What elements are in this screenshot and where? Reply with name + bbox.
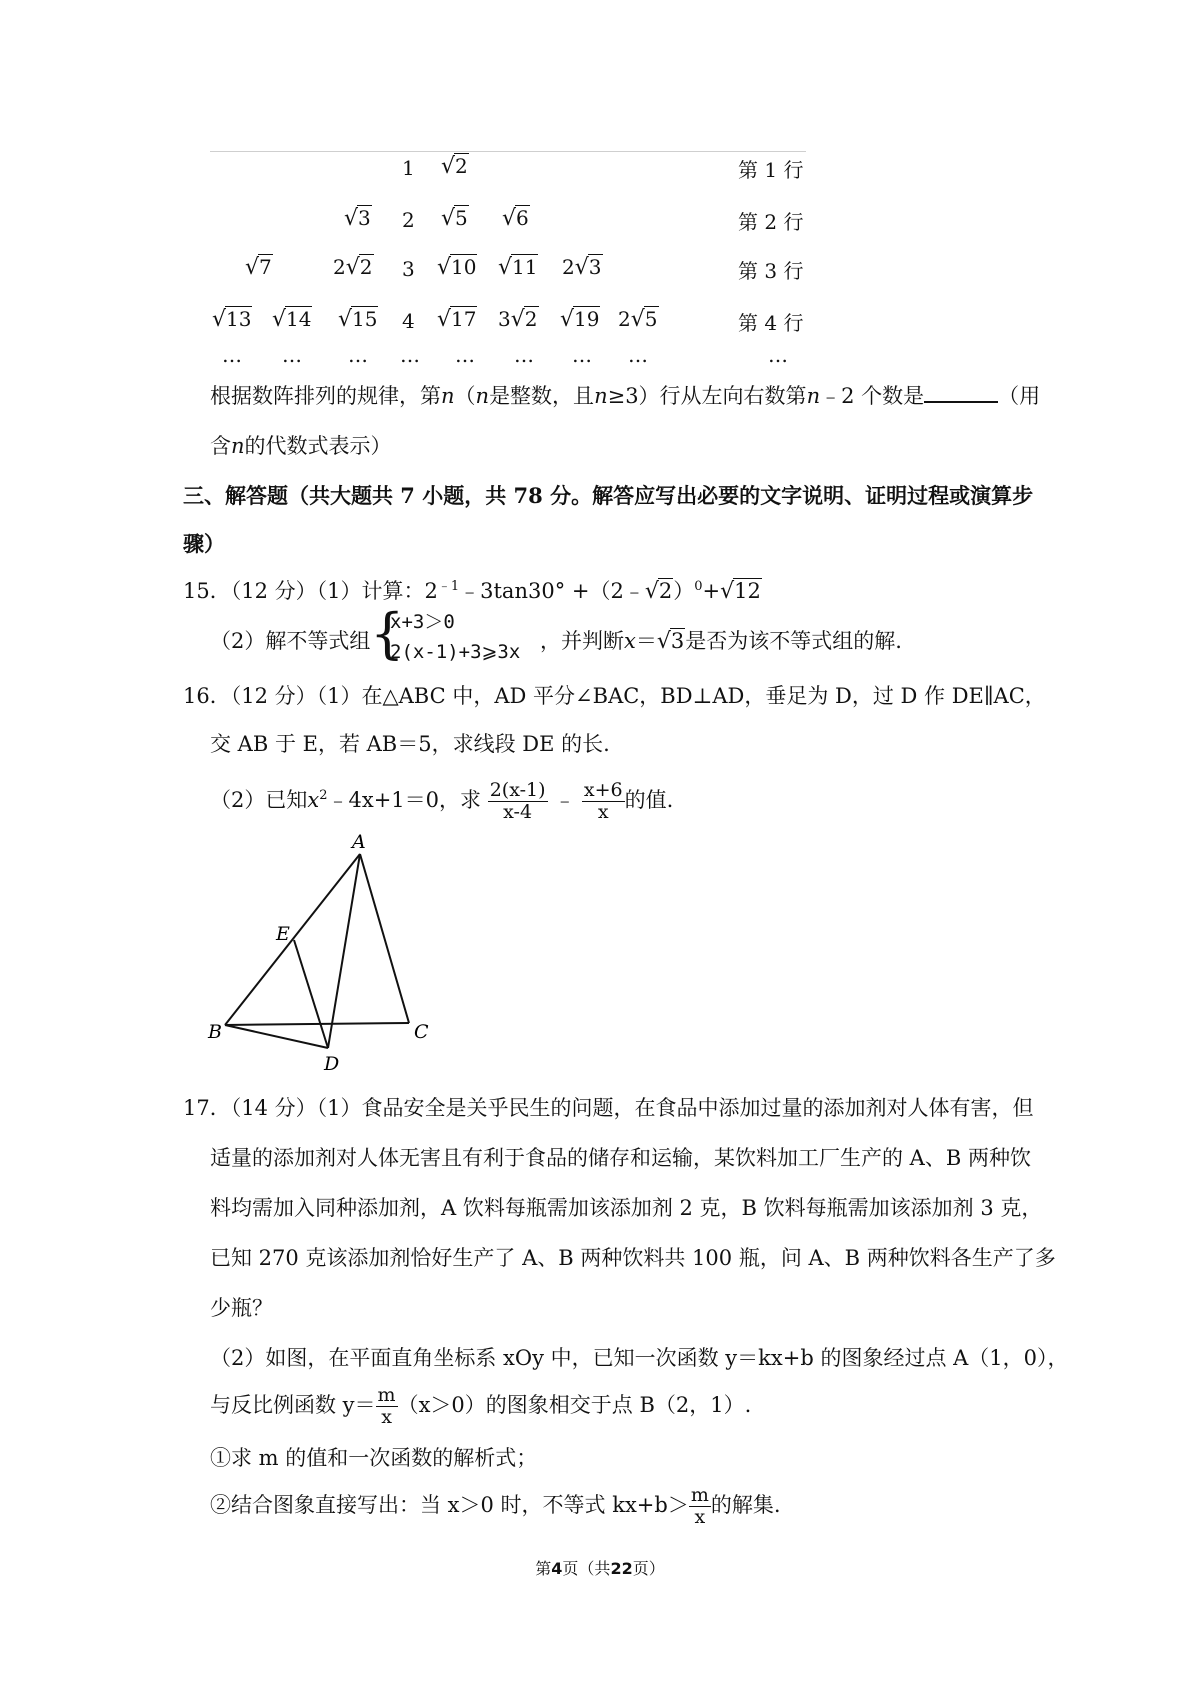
q17-line2: 适量的添加剂对人体无害且有利于食品的储存和运输，某饮料加工厂生产的 A、B 两种饮 [210, 1146, 1031, 1170]
page-number: 4 [551, 1559, 563, 1578]
page-total: 22 [610, 1559, 633, 1578]
section3-heading: 三、解答题（共大题共 7 小题，共 78 分。解答应写出必要的文字说明、证明过程或演算步 [183, 483, 1034, 508]
ellipsis: … [514, 343, 534, 367]
segment-bd [225, 1025, 328, 1048]
array-cell: √5 [441, 206, 468, 231]
inequality-1: x+3＞0 [390, 611, 455, 633]
q17-line3: 料均需加入同种添加剂，A 饮料每瓶需加该添加剂 2 克，B 饮料每瓶需加该添加剂 3 克， [210, 1196, 1043, 1220]
ellipsis: … [348, 343, 368, 367]
section3-heading-cont: 骤） [183, 531, 225, 556]
ellipsis: … [282, 343, 302, 367]
q17-line9: ②结合图象直接写出：当 x＞0 时，不等式 kx+b＞ $\frac{m}{x}$ 的解集. [210, 1484, 781, 1528]
q15-part2-tail: ，并判断x＝√3是否为该不等式组的解. [540, 629, 902, 654]
array-cell: √10 [437, 255, 477, 280]
system-brace: { [370, 602, 405, 665]
array-cell: 3 [402, 257, 415, 281]
label-c: C [414, 1021, 429, 1043]
segment-ac [360, 854, 409, 1023]
array-cell: 4 [402, 309, 415, 333]
answer-blank [924, 383, 998, 403]
ellipsis: … [222, 343, 242, 367]
array-cell: √7 [245, 255, 272, 280]
fraction-m-over-x: $\frac{m}{x}$ [377, 1384, 396, 1428]
array-cell: 2√2 [333, 255, 373, 280]
row-label: 第 3 行 [738, 259, 804, 283]
fraction-m-over-x: $\frac{m}{x}$ [690, 1484, 709, 1528]
ellipsis: … [768, 343, 788, 367]
q17-line8: ①求 m 的值和一次函数的解析式； [210, 1446, 538, 1470]
array-cell: √13 [212, 307, 252, 332]
q17-line4: 已知 270 克该添加剂恰好生产了 A、B 两种饮料共 100 瓶，问 A、B 两种饮料各生产了多 [210, 1246, 1056, 1270]
triangle-figure [200, 830, 440, 1080]
array-cell: √3 [344, 206, 371, 231]
ellipsis: … [400, 343, 420, 367]
q14-line2: 含n的代数式表示） [210, 434, 392, 458]
segment-bc [225, 1023, 409, 1025]
label-d: D [324, 1053, 340, 1075]
label-b: B [208, 1021, 222, 1043]
fraction-1: $\frac{2(x-1)}{x-4}$ [489, 779, 546, 823]
segment-ab [225, 854, 360, 1025]
label-a: A [352, 831, 366, 853]
array-cell: 3√2 [498, 307, 538, 332]
array-cell: √15 [338, 307, 378, 332]
inequality-2: 2(x-1)+3⩾3x [390, 641, 521, 663]
row-label: 第 2 行 [738, 210, 804, 234]
array-cell: 2√3 [562, 255, 602, 280]
q17-line5: 少瓶？ [210, 1296, 273, 1320]
segment-ed [294, 940, 328, 1048]
array-cell: √6 [502, 206, 529, 231]
array-cell: 1 [402, 156, 415, 180]
top-rule [210, 151, 806, 152]
segment-ad [328, 854, 360, 1048]
array-cell: 2 [402, 208, 415, 232]
row-label: 第 1 行 [738, 158, 804, 182]
q17-line6: （2）如图，在平面直角坐标系 xOy 中，已知一次函数 y＝kx+b 的图象经过点 A（1，0）， [210, 1346, 1069, 1370]
row-label: 第 4 行 [738, 311, 804, 335]
array-cell: √11 [498, 255, 538, 280]
q15-part1: 15．（12 分）（1）计算：$2^{﹣1}﹣3\tan 30^\circ$ +（2﹣√2）$^0$+√12 [183, 579, 761, 604]
q17-line7: 与反比例函数 y＝ $\frac{m}{x}$ （x＞0）的图象相交于点 B（2，1）. [210, 1384, 752, 1428]
array-cell: √19 [560, 307, 600, 332]
ellipsis: … [628, 343, 648, 367]
page-footer: 第4页（共22页） [535, 1559, 665, 1578]
label-e: E [276, 923, 290, 945]
q15-part2-head: （2）解不等式组 [210, 629, 371, 653]
array-cell: √2 [441, 154, 468, 179]
q14-line1: 根据数阵排列的规律，第n（n是整数，且n≥3）行从左向右数第n﹣2 个数是 （用 [210, 384, 1041, 408]
q16-part2: （2）已知$x^2﹣4x+1=0$，求 $\frac{2(x-1)}{x-4}$ ﹣ $\frac{x+6}{x}$ 的值. [210, 779, 674, 823]
array-cell: √17 [437, 307, 477, 332]
fraction-2: $\frac{x+6}{x}$ [583, 779, 623, 823]
ellipsis: … [455, 343, 475, 367]
array-cell: √14 [272, 307, 312, 332]
ellipsis: … [572, 343, 592, 367]
q17-line1: 17．（14 分）（1）食品安全是关乎民生的问题，在食品中添加过量的添加剂对人体有害，但 [183, 1096, 1034, 1120]
q16-line2: 交 AB 于 E，若 AB＝5，求线段 DE 的长. [210, 732, 610, 756]
array-cell: 2√5 [618, 307, 658, 332]
q16-line1: 16．（12 分）（1）在△ABC 中，AD 平分∠BAC，BD⊥AD，垂足为 D，过 D 作 DE∥AC， [183, 684, 1046, 708]
